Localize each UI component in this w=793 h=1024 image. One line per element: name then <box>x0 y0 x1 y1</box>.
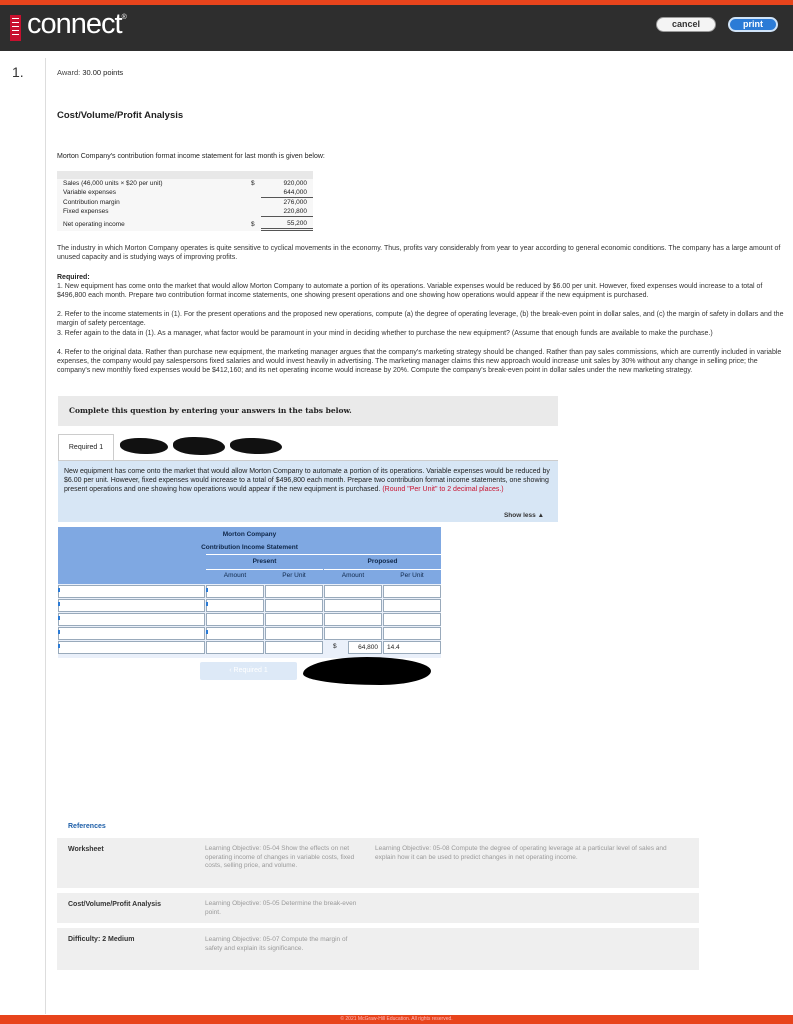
amount-input[interactable] <box>206 627 264 640</box>
per-unit-input[interactable] <box>383 585 441 598</box>
amount-input[interactable] <box>206 613 264 626</box>
amount: 55,200 <box>261 217 313 230</box>
amount: 220,800 <box>261 207 313 217</box>
learning-objective: Learning Objective: 05-04 Show the effects on net operating income of changes in variable costs, fixed costs, selling price, and volume. <box>205 845 355 869</box>
per-unit-input[interactable] <box>265 627 323 640</box>
currency: $ <box>251 180 255 187</box>
row-label: Contribution margin <box>63 198 120 206</box>
amount-input[interactable] <box>206 585 264 598</box>
question-title: Cost/Volume/Profit Analysis <box>57 110 184 121</box>
table-row <box>57 207 313 217</box>
per-unit-input[interactable] <box>265 641 323 654</box>
learning-objective: Learning Objective: 05-05 Determine the break-even point. <box>205 900 357 916</box>
table-row <box>58 641 441 654</box>
reference-row <box>57 838 699 888</box>
requirement-tabs <box>58 434 558 460</box>
amount-input[interactable] <box>206 599 264 612</box>
cancel-button[interactable]: cancel <box>656 17 716 32</box>
currency <box>251 198 261 208</box>
industry-text: The industry in which Morton Company operates is quite sensitive to cyclical movements in the economy. Thus, profits vary considerably from year to year according to general economic conditions. The company has a large amount of unused capacity and is studying ways of improving profits. <box>57 245 781 261</box>
requirement-4: 4. Refer to the original data. Rather than purchase new equipment, the marketing manager argues that the company's marketing strategy should be changed. Rather than pay sales commissions, which are currently included in variable expenses, the company would pay salespersons fixed salaries and would invest heavily in advertising. The marketing manager claims this new approach would increase unit sales by 30% without any change in selling price; the company's new monthly fixed expenses would be $412,160; and its net operating income would increase by 20%. Compute the company's break-even point in dollar sales under the new marketing strategy. <box>57 349 782 374</box>
award-points: Award: 30.00 points <box>57 68 124 77</box>
cis-rows <box>58 584 441 658</box>
rounding-note: (Round "Per Unit" to 2 decimal places.) <box>382 486 504 493</box>
redacted-next-button[interactable] <box>303 657 431 685</box>
cvp-label: Cost/Volume/Profit Analysis <box>68 901 161 908</box>
amount-input[interactable] <box>324 627 382 640</box>
redacted-tab[interactable] <box>230 438 282 454</box>
currency: $ <box>333 643 337 650</box>
amount: 644,000 <box>261 188 313 198</box>
table-row <box>58 627 441 640</box>
show-less-link[interactable]: Show less ▲ <box>503 512 544 519</box>
net-income-per-unit-input[interactable]: 14.4 <box>383 641 441 654</box>
company-name: Morton Company <box>222 531 277 538</box>
amount-input[interactable] <box>206 641 264 654</box>
amount: 920,000 <box>283 180 307 187</box>
requirement-2: 2. Refer to the income statements in (1). For the present operations and the proposed new operations, compute (a) the degree of operating leverage, (b) the break-even point in dollar sales, and (c) the margin of safety in dollars and the margin of safety percentage. <box>57 311 784 327</box>
per-unit-input[interactable] <box>383 613 441 626</box>
per-unit-input[interactable] <box>265 585 323 598</box>
net-income-amount-input[interactable]: 64,800 <box>348 641 382 654</box>
print-button[interactable]: print <box>728 17 778 32</box>
per-unit-input[interactable] <box>383 627 441 640</box>
worksheet-label: Worksheet <box>68 846 104 853</box>
group-present: Present <box>252 558 277 565</box>
redacted-tab[interactable] <box>173 437 225 455</box>
amount-input[interactable] <box>324 599 382 612</box>
connect-logo: connect® <box>27 8 126 40</box>
difficulty-label: Difficulty: 2 Medium <box>68 936 135 943</box>
prev-required-button[interactable]: ‹ Required 1 <box>200 662 297 680</box>
label-input[interactable] <box>58 585 205 598</box>
amount: 276,000 <box>283 199 307 206</box>
group-proposed: Proposed <box>367 558 398 565</box>
label-input[interactable] <box>58 641 205 654</box>
reference-row <box>57 893 699 923</box>
table-row <box>57 179 313 188</box>
label-input[interactable] <box>58 613 205 626</box>
row-label: Net operating income <box>63 220 125 228</box>
col-present-amount: Amount <box>223 572 247 579</box>
amount-input[interactable] <box>324 613 382 626</box>
col-proposed-amount: Amount <box>341 572 365 579</box>
question-intro: Morton Company's contribution format income statement for last month is given below: <box>57 153 325 160</box>
mcgraw-hill-logo-icon <box>10 15 21 41</box>
table-row <box>57 217 313 230</box>
table-row <box>57 188 313 198</box>
learning-objective: Learning Objective: 05-07 Compute the margin of safety and explain its significance. <box>205 936 348 952</box>
row-label: Sales (46,000 units × $20 per unit) <box>63 180 163 187</box>
table-row <box>58 585 441 598</box>
table-row <box>58 599 441 612</box>
currency <box>251 188 261 198</box>
per-unit-input[interactable] <box>383 599 441 612</box>
references-heading: References <box>68 823 106 830</box>
label-input[interactable] <box>58 627 205 640</box>
row-label: Fixed expenses <box>63 208 109 216</box>
complete-prompt: Complete this question by entering your answers in the tabs below. <box>58 396 558 426</box>
copyright: © 2021 McGraw-Hill Education. All rights reserved. <box>340 1016 453 1022</box>
learning-objective: Learning Objective: 05-08 Compute the degree of operating leverage at a particular level of sales and explain how it can be used to predict changes in net operating income. <box>375 845 667 861</box>
instruction-panel <box>58 460 558 522</box>
instruction-text: New equipment has come onto the market that would allow Morton Company to automate a portion of its operations. Variable expenses would be reduced by $6.00 per unit. However, fixed expenses would increase to a total of $496,800 each month. Prepare two contribution format income statements, one showing present operations and one showing how operations would appear if the new equipment is purchased. <box>64 468 550 493</box>
footer <box>0 1015 793 1024</box>
statement-title: Contribution Income Statement <box>201 544 298 551</box>
table-row <box>58 613 441 626</box>
redacted-tab[interactable] <box>120 438 168 454</box>
cis-header <box>58 527 441 584</box>
requirement-1: 1. New equipment has come onto the market that would allow Morton Company to automate a portion of its operations. Variable expenses would be reduced by $6.00 per unit. However, fixed expenses would increase to a total of $496,800 each month. Prepare two contribution format income statements, one showing present operations and one showing how operations would appear if the new equipment is purchased. <box>57 283 763 299</box>
col-present-per-unit: Per Unit <box>282 572 306 579</box>
contribution-income-statement <box>58 527 441 658</box>
reference-row <box>57 928 699 970</box>
per-unit-input[interactable] <box>265 599 323 612</box>
col-proposed-per-unit: Per Unit <box>400 572 424 579</box>
requirement-3: 3. Refer again to the data in (1). As a manager, what factor would be paramount in your mind in deciding whether to purchase the new equipment? (Assume that enough funds are available to make the purchase.) <box>57 330 713 337</box>
tab-required-1[interactable]: Required 1 <box>58 434 114 461</box>
app-header <box>0 5 793 51</box>
row-label: Variable expenses <box>63 189 116 197</box>
amount-input[interactable] <box>324 585 382 598</box>
label-input[interactable] <box>58 599 205 612</box>
currency <box>251 207 261 217</box>
currency: $ <box>251 220 255 228</box>
per-unit-input[interactable] <box>265 613 323 626</box>
question-number: 1. <box>12 64 24 80</box>
required-label: Required: <box>57 274 90 281</box>
income-statement-table <box>57 171 313 231</box>
table-row <box>57 198 313 208</box>
